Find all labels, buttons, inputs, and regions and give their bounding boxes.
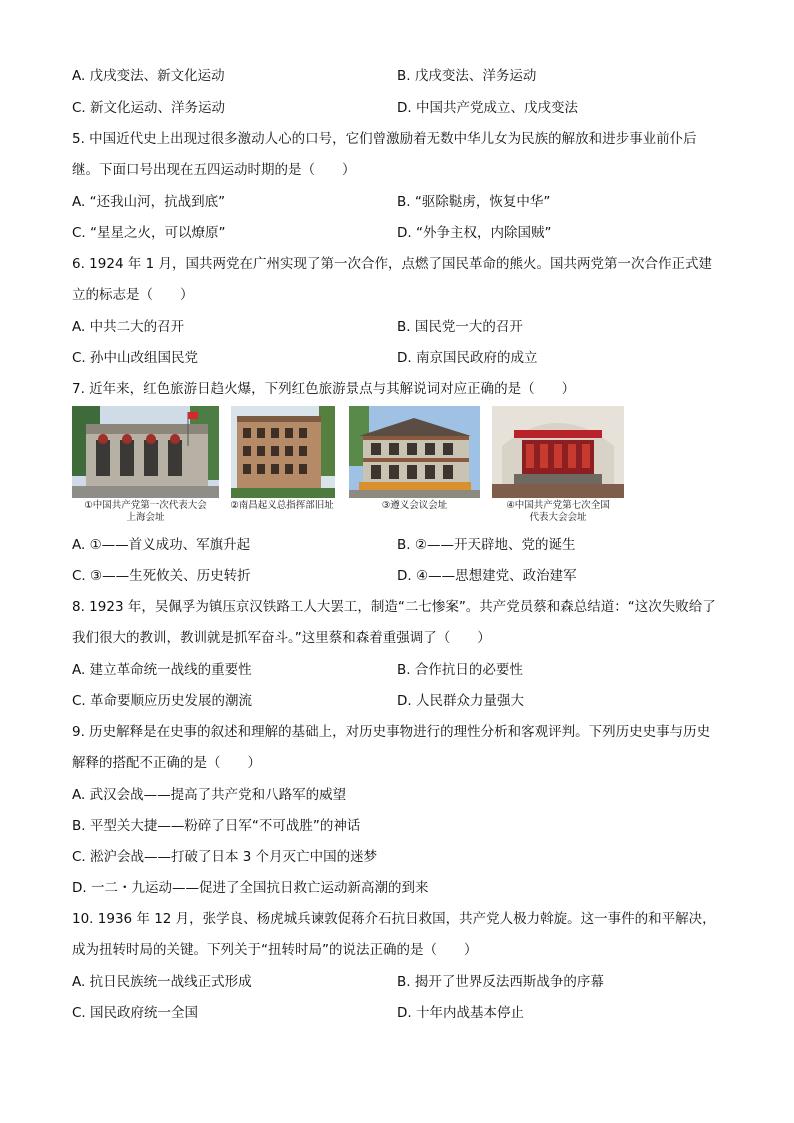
q5-option-b: B. “驱除鞑虏，恢复中华”: [397, 194, 551, 210]
q9-option-d: D. 一二・九运动——促进了全国抗日救亡运动新高潮的到来: [72, 880, 429, 896]
photo-1-caption-line1: ①中国共产党第一次代表大会: [84, 500, 207, 511]
q6-option-a: A. 中共二大的召开: [72, 319, 185, 335]
q7-photo-strip: [72, 406, 624, 528]
q5-stem: 5. 中国近代史上出现过很多激动人心的口号，它们曾激励着无数中华儿女为民族的解放和进步事业前仆后继。下面口号出现在五四运动时期的是（ ）: [72, 131, 697, 178]
q8-option-d: D. 人民群众力量强大: [397, 693, 524, 709]
q10-stem: 10. 1936 年 12 月，张学良、杨虎城兵谏敦促蒋介石抗日救国，共产党人极力斡旋。这一事件的和平解决，成为扭转时局的关键。下列关于“扭转时局”的说法正确的是（ ）: [72, 911, 716, 958]
q7-option-a: A. ①——首义成功、军旗升起: [72, 537, 251, 553]
q9-stem: 9. 历史解释是在史事的叙述和理解的基础上，对历史事物进行的理性分析和客观评判。下列历史史事与历史解释的搭配不正确的是（ ）: [72, 724, 711, 771]
photo-4-caption-line1: ④中国共产党第七次全国: [506, 500, 610, 511]
photo-1-caption-line2: 上海会址: [126, 512, 165, 523]
q6-option-d: D. 南京国民政府的成立: [397, 350, 538, 366]
q10-option-b: B. 揭开了世界反法西斯战争的序幕: [397, 974, 604, 990]
q8-option-a: A. 建立革命统一战线的重要性: [72, 662, 252, 678]
q8-stem: 8. 1923 年，吴佩孚为镇压京汉铁路工人大罢工，制造“二七惨案”。共产党员蔡和森总结道：“这次失败给了我们很大的教训，教训就是抓军奋斗。”这里蔡和森着重强调了（ ）: [72, 599, 716, 646]
photo-4-caption: [492, 500, 624, 524]
photo-2-caption-line1: ②南昌起义总指挥部旧址: [230, 500, 334, 511]
q4-option-d: D. 中国共产党成立、戊戌变法: [397, 100, 578, 116]
q9-option-b: B. 平型关大捷——粉碎了日军“不可战胜”的神话: [72, 818, 361, 834]
q4-option-b: B. 戊戌变法、洋务运动: [397, 68, 537, 84]
q7-option-c: C. ③——生死攸关、历史转折: [72, 568, 251, 584]
q9-option-a: A. 武汉会战——提高了共产党和八路军的威望: [72, 787, 347, 803]
q10-option-d: D. 十年内战基本停止: [397, 1005, 524, 1021]
q6-option-c: C. 孙中山改组国民党: [72, 350, 199, 366]
photo-seventh-congress-hall: [492, 406, 624, 498]
photo-4-caption-line2: 代表大会会址: [529, 512, 587, 523]
q7-option-d: D. ④——思想建党、政治建军: [397, 568, 577, 584]
q9-option-c: C. 淞沪会战——打破了日本 3 个月灭亡中国的迷梦: [72, 849, 378, 865]
photo-first-congress-site: [72, 406, 219, 498]
photo-2-caption: [224, 500, 340, 512]
q5-option-c: C. “星星之火，可以燎原”: [72, 225, 226, 241]
photo-zunyi-conference-site: [349, 406, 480, 498]
q10-option-a: A. 抗日民族统一战线正式形成: [72, 974, 252, 990]
q4-option-a: A. 戊戌变法、新文化运动: [72, 68, 225, 84]
q6-stem: 6. 1924 年 1 月，国共两党在广州实现了第一次合作，点燃了国民革命的熊火。国共两党第一次合作正式建立的标志是（ ）: [72, 256, 712, 303]
q4-option-c: C. 新文化运动、洋务运动: [72, 100, 226, 116]
photo-3-caption-line1: ③遵义会议会址: [381, 500, 448, 511]
q8-option-c: C. 革命要顺应历史发展的潮流: [72, 693, 253, 709]
photo-nanchang-uprising-hq: [231, 406, 335, 498]
photo-1-caption: [72, 500, 219, 524]
q6-option-b: B. 国民党一大的召开: [397, 319, 523, 335]
q8-option-b: B. 合作抗日的必要性: [397, 662, 523, 678]
q7-stem: 7. 近年来，红色旅游日趋火爆，下列红色旅游景点与其解说词对应正确的是（ ）: [72, 381, 576, 397]
photo-3-caption: [349, 500, 480, 512]
q10-option-c: C. 国民政府统一全国: [72, 1005, 199, 1021]
q5-option-d: D. “外争主权，内除国贼”: [397, 225, 552, 241]
q5-option-a: A. “还我山河，抗战到底”: [72, 194, 226, 210]
q7-option-b: B. ②——开天辟地、党的诞生: [397, 537, 576, 553]
